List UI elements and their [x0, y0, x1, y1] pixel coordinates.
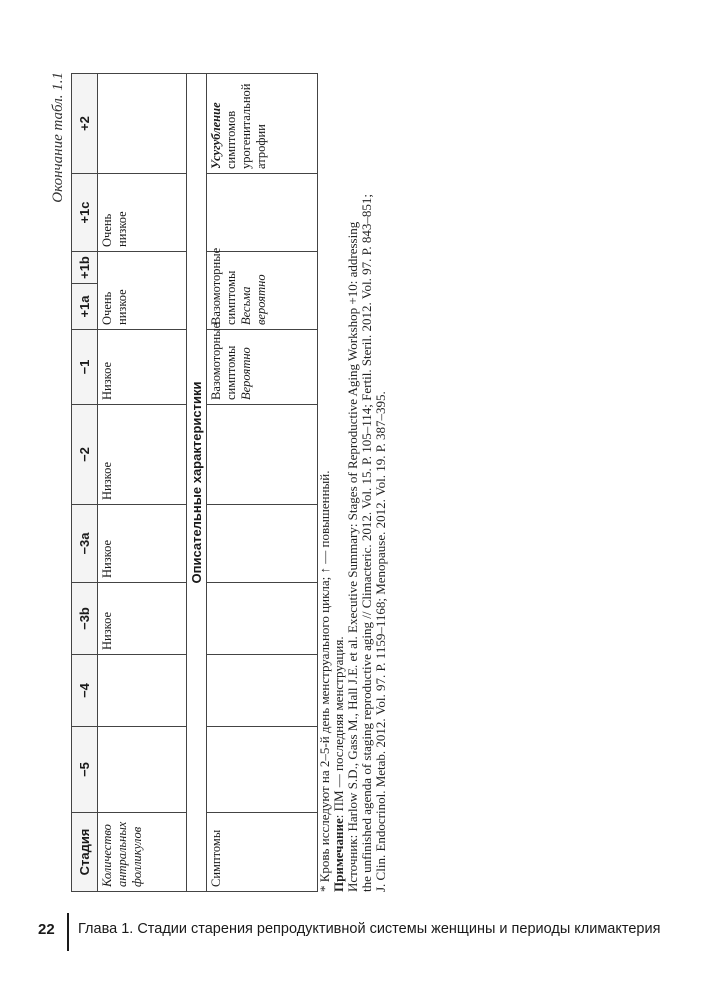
table-cell — [98, 727, 187, 813]
table-cell-minus1 — [207, 322, 318, 405]
symptom-emphasis: Усугубление — [209, 102, 223, 169]
table-cell: Очень низкое — [98, 252, 187, 330]
table-cell — [207, 655, 318, 727]
symptom-likelihood: Весьма вероятно — [239, 274, 268, 325]
stages-table — [71, 73, 318, 892]
table-cell: Низкое — [98, 405, 187, 505]
arrow-up-symbol: ↑ — [317, 566, 332, 574]
chapter-title: Глава 1. Стадии старения репродуктивной системы женщины и периоды климактерия — [78, 921, 661, 937]
section-row — [187, 74, 207, 892]
source-line: Источник: Harlow S.D., Gass M., Hall J.E. et al. Executive Summary: Stages of Reproductive Aging Workshop +10: addressing — [345, 221, 360, 892]
symptom-text: симптомов урогенитальной атрофии — [224, 83, 268, 169]
row-label-follicles: Количество антральных фолликулов — [98, 813, 187, 892]
symptom-likelihood: Вероятно — [239, 347, 253, 400]
table-cell-plus2 — [207, 74, 318, 174]
table-cell — [207, 727, 318, 813]
table-cell — [98, 655, 187, 727]
table-cell — [98, 74, 187, 174]
header-cell: +1c — [72, 174, 98, 252]
table-cell: Очень низкое — [98, 174, 187, 252]
header-cell: −4 — [72, 655, 98, 727]
source-line: the unfinished agenda of staging reproductive aging // Climacteric. 2012. Vol. 15. P. 105–114; Fertil. Steril. 2012. Vol. 97. P. 843–851; — [359, 194, 374, 892]
header-cell: −5 — [72, 727, 98, 813]
table-cell: Низкое — [98, 330, 187, 405]
asterisk-note: * Кровь исследуют на 2–5-й день менструального цикла; ↑ — повышенный. — [317, 470, 332, 892]
footer-divider — [67, 913, 69, 951]
header-cell: +1b — [72, 252, 98, 284]
header-cell: +1a — [72, 284, 98, 330]
page-footer — [38, 913, 678, 951]
symptom-text: Вазомоторные симптомы — [209, 322, 238, 400]
table-row-symptoms — [207, 74, 318, 892]
rotated-page-content — [50, 68, 388, 898]
table-cell — [207, 405, 318, 505]
table-cell — [207, 583, 318, 655]
row-label-symptoms: Симптомы — [207, 813, 318, 892]
header-cell: −3a — [72, 505, 98, 583]
header-cell: Стадия — [72, 813, 98, 892]
page-number: 22 — [38, 921, 55, 938]
header-cell: −3b — [72, 583, 98, 655]
remark-label: Примечание — [331, 818, 346, 892]
table-cell — [207, 174, 318, 252]
section-title: Описательные характеристики — [187, 74, 207, 892]
table-row-follicles — [98, 74, 187, 892]
header-cell: −2 — [72, 405, 98, 505]
remark-note: Примечание: ПМ — последняя менструация. — [331, 636, 346, 892]
table-cell: Низкое — [98, 583, 187, 655]
table-notes — [318, 74, 388, 892]
table-caption: Окончание табл. 1.1 — [50, 72, 66, 203]
source-line: J. Clin. Endocrinol. Metab. 2012. Vol. 97. P. 1159–1168; Menopause. 2012. Vol. 19. P. 387–395. — [373, 391, 388, 892]
table-header-row — [72, 74, 98, 892]
header-cell: −1 — [72, 330, 98, 405]
table-cell — [207, 505, 318, 583]
symptom-text: Вазомоторные симптомы — [209, 247, 238, 325]
table-cell-plus1ab — [207, 247, 318, 330]
header-cell: +2 — [72, 74, 98, 174]
table-cell: Низкое — [98, 505, 187, 583]
